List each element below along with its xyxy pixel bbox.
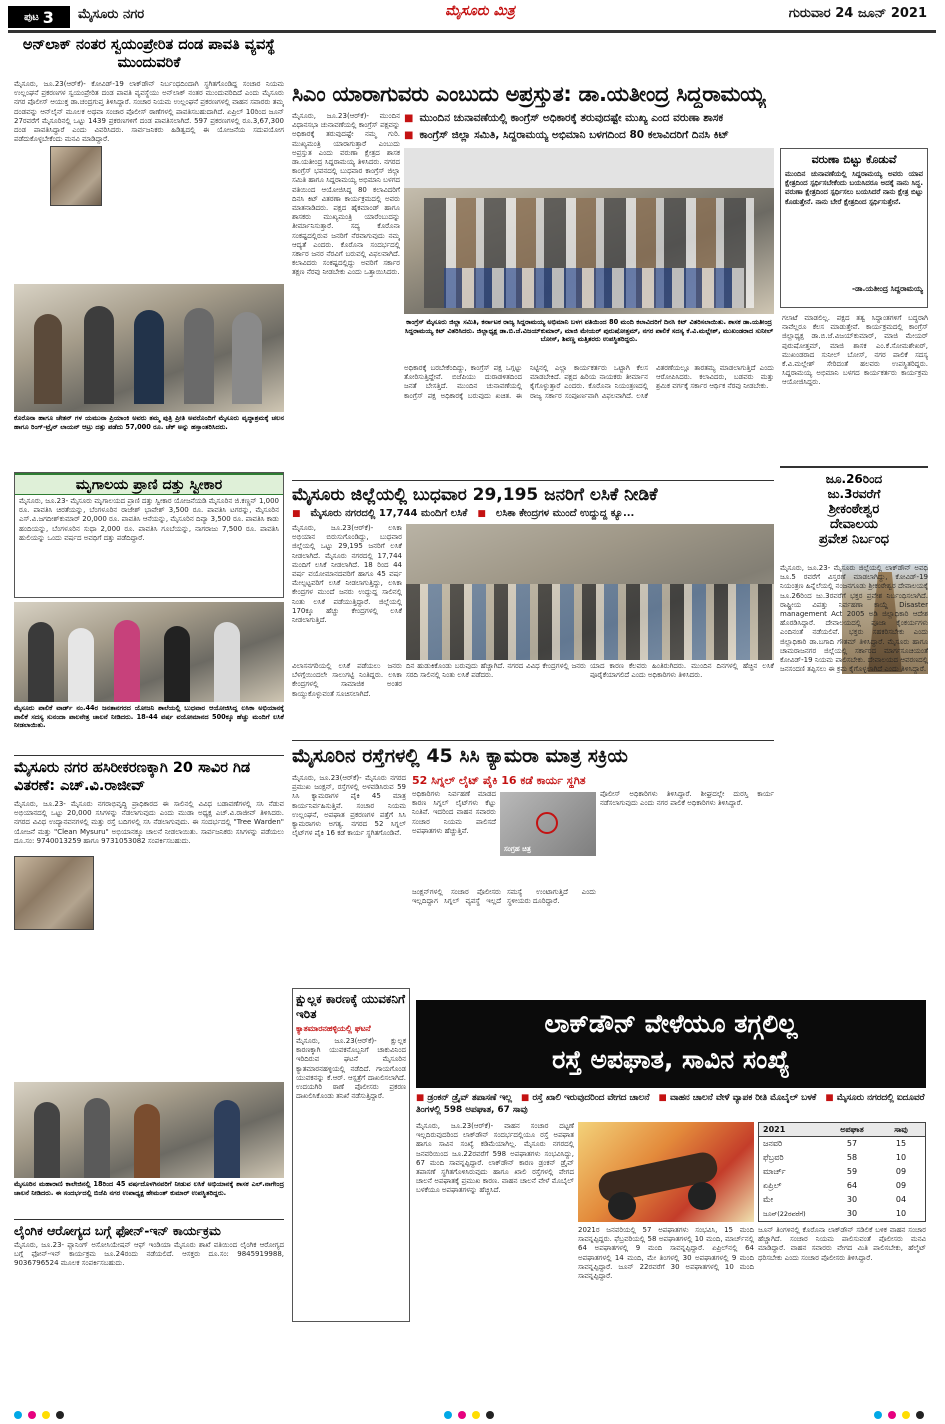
divider — [292, 480, 774, 481]
vaccination-drive-photo — [14, 602, 284, 702]
adoption-photo-caption: ಕೊರೊನಾ ಹಾಗೂ ಚೇತನ್ ಗಳ ಯಮುನಾ ಪ್ರಿಯಾಂಕಿ ಅವರು ತಮ್ಮ ಪುತ್ರಿ ಪ್ರೀತಿ ಅವರೊಂದಿಗೆ ಮೈಸೂರು ವೃದ್ಧಾಶ್ರಮಕ್ಕೆ ಚಲನ ಹಾಗೂ ರಿಂಗ್-ಟ್ರೈನ್ ಲಾಯನ್ ಆಟ್ರು ದತ್ತು ಪಡೆದು 57,000 ರೂ. ಚೆಕ್ ಅನ್ನು ಹಸ್ತಾಂತರಿಸಿದರು. — [14, 414, 284, 431]
table-row: ಏಪ್ರಿಲ್ 64 09 — [763, 1181, 907, 1190]
college-vaccination-photo — [14, 1082, 284, 1178]
vaccine-bullet-2: ಲಸಿಕಾ ಕೇಂದ್ರಗಳ ಮುಂದೆ ಉದ್ದುದ್ದ ಕ್ಯೂ... — [495, 508, 635, 519]
accident-bullet-3: ವಾಹನ ಚಾಲನೆ ವೇಳೆ ವ್ಯಾಪಕ ರೀತಿ ಮೊಬೈಲ್ ಬಳಕೆ — [669, 1093, 817, 1103]
registration-dot — [28, 1411, 36, 1419]
left-column — [14, 36, 284, 1386]
saplings-headline: ಮೈಸೂರು ನಗರ ಹಸಿರೀಕರಣಕ್ಕಾಗಿ 20 ಸಾವಿರ ಗಿಡ ವಿತರಣೆ: ಎಚ್.ವಿ.ರಾಜೀವ್ — [14, 760, 251, 794]
footer-registration-marks — [14, 1404, 930, 1416]
cctv-photo-caption: ಸಂಗ್ರಹ ಚಿತ್ರ — [504, 845, 531, 853]
cctv-body-4: ಪೊಲೀಸ್ ಅಧಿಕಾರಿಗಳು ತಿಳಿಸಿದ್ದಾರೆ. ಶೀಘ್ರದಲ್ಲೇ ದುರಸ್ತಿ ಕಾರ್ಯ ನಡೆಸಲಾಗುವುದು ಎಂದು ನಗರ ಪಾಲಿಕೆ ಅಧಿಕಾರಿಗಳು ತಿಳಿಸಿದ್ದಾರೆ. — [600, 790, 774, 808]
lead-bullets — [404, 112, 924, 142]
lead-group-photo — [404, 148, 774, 314]
registration-dot — [458, 1411, 466, 1419]
registration-dot — [874, 1411, 882, 1419]
bullet-icon: ■ — [292, 508, 301, 519]
accident-bullet-2: ರಸ್ತೆ ಖಾಲಿ ಇರುವುದರಿಂದ ವೇಗದ ಚಾಲನೆ — [532, 1093, 650, 1103]
color-dots-right — [874, 1404, 930, 1416]
registration-dot — [42, 1411, 50, 1419]
bullet-icon: ■ — [658, 1093, 667, 1103]
lead-photo-caption: ಕಾಂಗ್ರೆಸ್ ಮೈಸೂರು ಜಿಲ್ಲಾ ಸಮಿತಿ, ಕರ್ನಾಟಕ ರಾಜ್ಯ ಸಿದ್ದರಾಮಯ್ಯ ಅಭಿಮಾನಿ ಬಳಗ ವತಿಯಿಂದ 80 ಮಂದಿ ಕಲಾವಿದರಿಗೆ ದಿನಸಿ ಕಿಟ್ ವಿತರಿಸಲಾಯಿತು. ಶಾಸಕ ಡಾ.ಯತೀಂದ್ರ ಸಿದ್ದರಾಮಯ್ಯ ಕಿಟ್ ವಿತರಿಸಿದರು. ಜಿಲ್ಲಾಧ್ಯಕ್ಷ ಡಾ.ಬಿ.ಜೆ.ವಿಜಯ್‌ಕುಮಾರ್, ಮಾಜಿ ಮೇಯರ್ ಪುರುಷೋತ್ತಮ್, ನಗರ ಪಾಲಿಕೆ ಸದಸ್ಯ ಕೆ.ವಿ.ಮಲ್ಲೇಶ್, ಮುಖಂಡರಾದ ಸುನೀಲ್ ಬೋಸ್, ಶಿವಣ್ಣ ಮತ್ತಿತರರು ಉಪಸ್ಥಿತರಿದ್ದರು. — [404, 318, 774, 344]
registration-dot — [472, 1411, 480, 1419]
story-unlock-body: ಮೈಸೂರು, ಜೂ.23(ಆರ್‌ಕೆ)- ಕೋವಿಡ್-19 ಲಾಕ್‌ಡೌನ್ ನಿರ್ಬಂಧದಿಂದಾಗಿ ಸ್ಥಗಿತಗೊಂಡಿದ್ದ ಸಂಚಾರ ನಿಯಮ ಉಲ್ಲಂಘನೆ ಪ್ರಕರಣಗಳ ಸ್ವಯಂಪ್ರೇರಿತ ದಂಡ ಪಾವತಿ ವ್ಯವಸ್ಥೆಯು ಅನ್‌ಲಾಕ್ ನಂತರ ಮುಂದುವರಿದಿದೆ ಎಂದು ಮೈಸೂರು ನಗರ ಪೊಲೀಸ್ ಆಯುಕ್ತ ಡಾ.ಚಂದ್ರಗುಪ್ತ ತಿಳಿಸಿದ್ದಾರೆ. ಸಂಚಾರ ನಿಯಮ ಉಲ್ಲಂಘನೆ ಪ್ರಕರಣಗಳಲ್ಲಿ ವಾಹನ ಸವಾರರು ತಮ್ಮ ದಂಡವನ್ನು ಆನ್‌ಲೈನ್ ಮೂಲಕ ಅಥವಾ ಸಂಚಾರ ಪೊಲೀಸ್ ಠಾಣೆಗಳಲ್ಲಿ ಪಾವತಿಸಬಹುದಾಗಿದೆ. ಏಪ್ರಿಲ್ 10ರಿಂದ ಜೂನ್ 27ರವರೆಗೆ ಮೈಸೂರಿನಲ್ಲಿ ಒಟ್ಟು 1439 ಪ್ರಕರಣಗಳಿಗೆ ದಂಡ ಪಾವತಿಸಲಾಗಿದೆ. 597 ಪ್ರಕರಣಗಳಲ್ಲಿ ರೂ.3,67,300 ದಂಡ ಪಾವತಿಸಿದ್ದಾರೆ ಎಂದು ವಿವರಿಸಿದರು. ಸಾರ್ವಜನಿಕರು ಹಿಡಿತ್ವದಲ್ಲಿ ಈ ಯೋಜನೆಯ ಸದುಪಯೋಗ ಪಡೆದುಕೊಳ್ಳಬೇಕೆಂದು ಮನವಿ ಮಾಡಿದ್ದಾರೆ. — [14, 80, 284, 144]
divider — [14, 755, 284, 756]
vaccine-body: ಮೈಸೂರು, ಜೂ.23(ಆರ್‌ಕೆ)- ಲಸಿಕಾ ಅಭಿಯಾನ ಬಿರುಸುಗೊಂಡಿದ್ದು, ಬುಧವಾರ ಜಿಲ್ಲೆಯಲ್ಲಿ ಒಟ್ಟು 29,195 ಜನರಿಗೆ ಲಸಿಕೆ ನೀಡಲಾಗಿದೆ. ಮೈಸೂರು ನಗರದಲ್ಲಿ 17,744 ಮಂದಿಗೆ ಲಸಿಕೆ ನೀಡಲಾಗಿದೆ. 18 ರಿಂದ 44 ವರ್ಷ ವಯೋಮಾನದವರಿಗೆ ಹಾಗೂ 45 ವರ್ಷ ಮೇಲ್ಪಟ್ಟವರಿಗೆ ಲಸಿಕೆ ನೀಡಲಾಗುತ್ತಿದ್ದು, ಲಸಿಕಾ ಕೇಂದ್ರಗಳ ಮುಂದೆ ಜನರು ಉದ್ದುದ್ದ ಸಾಲಿನಲ್ಲಿ ನಿಂತು ಲಸಿಕೆ ಪಡೆಯುತ್ತಿದ್ದಾರೆ. ಜಿಲ್ಲೆಯಲ್ಲಿ 170ಕ್ಕೂ ಹೆಚ್ಚು ಕೇಂದ್ರಗಳಲ್ಲಿ ಲಸಿಕೆ ನೀಡಲಾಗುತ್ತಿದೆ. — [292, 524, 402, 625]
registration-dot — [56, 1411, 64, 1419]
bullet-icon: ■ — [404, 113, 414, 124]
accident-body-3: ಜೂನ್ ತಿಂಗಳಿನಲ್ಲಿ ಕೊರೊನಾ ಲಾಕ್‌ಡೌನ್ ಸಡಿಲಿಕೆ ಬಳಿಕ ವಾಹನ ಸಂಚಾರ ಹೆಚ್ಚಾಗಿದೆ. ಸಂಚಾರ ನಿಯಮ ಪಾಲಿಸುವಂತೆ ಪೊಲೀಸರು ಮನವಿ ಮಾಡಿದ್ದಾರೆ. ವಾಹನ ಸವಾರರು ವೇಗದ ಮಿತಿ ಪಾಲಿಸಬೇಕು, ಹೆಲ್ಮೆಟ್ ಧರಿಸಬೇಕು ಎಂದು ಸಂಚಾರ ಪೊಲೀಸರು ತಿಳಿಸಿದ್ದಾರೆ. — [758, 1226, 926, 1262]
accident-bullets — [416, 1092, 926, 1116]
lead-headline: ಸಿಎಂ ಯಾರಾಗುವರು ಎಂಬುದು ಅಪ್ರಸ್ತುತ: ಡಾ.ಯತೀಂದ್ರ ಸಿದ್ದರಾಮಯ್ಯ — [292, 82, 766, 106]
zoo-story-box — [14, 472, 284, 598]
table-row: ಜೂನ್(22ರವರೆಗೆ) 30 10 — [763, 1209, 907, 1218]
bullet-icon: ■ — [416, 1093, 425, 1103]
accident-body-2: 2021ರ ಜನವರಿಯಲ್ಲಿ 57 ಅಪಘಾತಗಳು ಸಂಭವಿಸಿ, 15 ಮಂದಿ ಸಾವನ್ನಪ್ಪಿದ್ದರು. ಫೆಬ್ರವರಿಯಲ್ಲಿ 58 ಅಪಘಾತಗಳಲ್ಲಿ 10 ಮಂದಿ, ಮಾರ್ಚ್‌ನಲ್ಲಿ 64 ಅಪಘಾತಗಳಲ್ಲಿ 9 ಮಂದಿ ಸಾವನ್ನಪ್ಪಿದ್ದಾರೆ. ಏಪ್ರಿಲ್‌ನಲ್ಲಿ 64 ಅಪಘಾತಗಳಲ್ಲಿ 14 ಮಂದಿ, ಮೇ ತಿಂಗಳಲ್ಲಿ 30 ಅಪಘಾತಗಳಲ್ಲಿ 9 ಮಂದಿ ಸಾವನ್ನಪ್ಪಿದ್ದಾರೆ. ಜೂನ್ 22ರವರೆಗೆ 30 ಅಪಘಾತಗಳಲ್ಲಿ 10 ಮಂದಿ ಸಾವನ್ನಪ್ಪಿದ್ದಾರೆ. — [578, 1226, 754, 1281]
vaccine-body-2: ವಿಲಾಸನಗರಿಯಲ್ಲಿ ಲಸಿಕೆ ಪಡೆಯಲು ಜನರು ಬೆಳಗ್ಗೆಯಿಂದಲೇ ಸಾಲುಗಟ್ಟಿ ನಿಂತಿದ್ದರು. ಲಸಿಕಾ ಕೇಂದ್ರಗಳಲ್ಲಿ ಸಾಮಾಜಿಕ ಅಂತರ ಕಾಯ್ದುಕೊಳ್ಳುವಂತೆ ಸೂಚಿಸಲಾಗಿದೆ. — [292, 662, 402, 698]
cctv-headline: ಮೈಸೂರಿನ ರಸ್ತೆಗಳಲ್ಲಿ 45 ಸಿಸಿ ಕ್ಯಾಮರಾ ಮಾತ್ರ ಸಕ್ರಿಯ — [292, 745, 628, 767]
accident-bullet-1: ಡ್ರಂಕನ್ ಡ್ರೈವ್ ತಪಾಸಣೆ ಇಲ್ಲ — [427, 1093, 512, 1103]
accident-headline-line2: ರಸ್ತೆ ಅಪಘಾತ, ಸಾವಿನ ಸಂಖ್ಯೆ — [552, 1045, 790, 1074]
accident-headline-line1: ಲಾಕ್‌ಡೌನ್ ವೇಳೆಯೂ ತಗ್ಗಲಿಲ್ಲ — [544, 1009, 798, 1038]
divider — [292, 740, 774, 741]
table-header-cell: ಸಾವು — [894, 1125, 908, 1134]
bullet-icon: ■ — [825, 1093, 834, 1103]
registration-dot — [14, 1411, 22, 1419]
phone-in-body: ಮೈಸೂರು, ಜೂ.23- ಪ್ಲಾನಿಂಗ್ ಅಸೋಸಿಯೇಷನ್ ಆಫ್ ಇಂಡಿಯಾ ಮೈಸೂರು ಶಾಖೆ ವತಿಯಿಂದ ಲೈಂಗಿಕ ಆರೋಗ್ಯದ ಬಗ್ಗೆ ಫೋನ್-ಇನ್ ಕಾರ್ಯಕ್ರಮ ಜೂ.24ರಂದು ನಡೆಯಲಿದೆ. ಆಸಕ್ತರು ದೂ.ಸಂ: 9845919988, 9036796524 ಮೂಲಕ ಸಂಪರ್ಕಿಸಬಹುದು. — [14, 1241, 284, 1268]
accident-bullet-4: ಮೈಸೂರು ನಗರದಲ್ಲಿ ಐದೂವರೆ ತಿಂಗಳಲ್ಲಿ 598 ಅಪಘಾತ, 67 ಸಾವು — [416, 1093, 925, 1115]
stabbing-subheadline: ಕ್ಯಾತಮಾರನಹಳ್ಳಿಯಲ್ಲಿ ಘಟನೆ — [296, 1024, 371, 1033]
vaccination-drive-caption: ಮೈಸೂರು ಪಾಲಿಕೆ ವಾರ್ಡ್ ನಂ.44ರ ಜನತಾನಗರದ ಯೋಜನಿ ಶಾಲೆಯಲ್ಲಿ ಬುಧವಾರ ಆಯೋಜಿಸಿದ್ದ ಲಸಿಕಾ ಅಭಿಯಾನಕ್ಕೆ ಪಾಲಿಕೆ ಸದಸ್ಯ ಸುನಂದಾ ಪಾಲನೇತ್ರ ಚಾಲನೆ ನೀಡಿದರು. 18-44 ವರ್ಷ ವಯೋಮಾನದ 500ಕ್ಕೂ ಹೆಚ್ಚು ಮಂದಿಗೆ ಲಸಿಕೆ ನೀಡಲಾಯಿತು. — [14, 704, 284, 730]
lead-body-2: ಅಧಿಕಾರಕ್ಕೆ ಬರಬೇಕೆಂದಿದ್ದು, ಕಾಂಗ್ರೆಸ್ ಪಕ್ಷ ಒಗ್ಗಟ್ಟು ತೋರಿಸುತ್ತಿದ್ದೇವೆ. ಬಿಜೆಪಿಯು ದುರಾಡಳಿತದಿಂದ ಜನತೆ ಬೇಸತ್ತಿದೆ. ಮುಂದಿನ ಚುನಾವಣೆಯಲ್ಲಿ ಕಾಂಗ್ರೆಸ್ ಪಕ್ಷ ಅಧಿಕಾರಕ್ಕೆ ಬರುವುದು ಖಚಿತ. ಈ ನಿಟ್ಟಿನಲ್ಲಿ ಎಲ್ಲಾ ಕಾರ್ಯಕರ್ತರು ಒಟ್ಟಾಗಿ ಕೆಲಸ ಮಾಡಬೇಕಿದೆ. ಪಕ್ಷದ ಹಿರಿಯ ನಾಯಕರು ತೀರ್ಮಾನ ಕೈಗೊಳ್ಳುತ್ತಾರೆ ಎಂದರು. ಕೊರೊನಾ ನಿಯಂತ್ರಣದಲ್ಲಿ ರಾಜ್ಯ ಸರ್ಕಾರ ಸಂಪೂರ್ಣವಾಗಿ ವಿಫಲವಾಗಿದೆ. ಲಸಿಕೆ ವಿತರಣೆಯಲ್ಲೂ ತಾರತಮ್ಯ ಮಾಡಲಾಗುತ್ತಿದೆ ಎಂದು ಆರೋಪಿಸಿದರು. ಕಲಾವಿದರು, ಬಡವರು ಮತ್ತು ಶ್ರಮಿಕ ವರ್ಗಕ್ಕೆ ಸರ್ಕಾರ ಆರ್ಥಿಕ ನೆರವು ನೀಡಬೇಕು. — [404, 364, 774, 400]
zoo-story-body: ಮೈಸೂರು, ಜೂ.23- ಮೈಸೂರು ಮೃಗಾಲಯದ ಪ್ರಾಣಿ ದತ್ತು ಸ್ವೀಕಾರ ಯೋಜನೆಯಡಿ ಮೈಸೂರಿನ ಜಿ.ಕಣ್ಣನ್ 1,000 ರೂ. ಪಾವತಿಸಿ ಚಿರತೆಯನ್ನು, ಬೆಂಗಳೂರಿನ ರಾಜೇಶ್ ಭಾವೇಶ್ 3,500 ರೂ. ಪಾವತಿಸಿ ಟಗರನ್ನು, ಮೈಸೂರಿನ ಎಸ್.ವಿ.ಜಗದೀಶ್‌ಕುಮಾರ್ 20,000 ರೂ. ಪಾವತಿಸಿ ಆನೆಯನ್ನು, ಮೈಸೂರಿನ ದಿವ್ಯಾ 3,500 ರೂ. ಪಾವತಿಸಿ ಕಾಡು ಹಂದಿಯನ್ನು, ಬೆಂಗಳೂರಿನ ಸುಧಾ 2,000 ರೂ. ಪಾವತಿಸಿ ಗೂಬೆಯನ್ನು, ನಾಗರಾಜು 7,500 ರೂ. ಪಾವತಿಸಿ ಹುಲಿಯನ್ನು ಒಂದು ವರ್ಷದ ಅವಧಿಗೆ ದತ್ತು ಪಡೆದಿದ್ದಾರೆ. — [19, 497, 279, 542]
registration-dot — [888, 1411, 896, 1419]
table-header — [759, 1123, 925, 1137]
police-commissioner-photo — [50, 146, 102, 206]
cctv-subheadline: 52 ಸಿಗ್ನಲ್ ಲೈಟ್ ಪೈಕಿ 16 ಕಡೆ ಕಾರ್ಯ ಸ್ಥಗಿತ — [412, 774, 586, 787]
college-vaccination-caption: ಮೈಸೂರಿನ ಮಹಾರಾಣಿ ಕಾಲೇಜಿನಲ್ಲಿ 18ರಿಂದ 45 ವರ್ಷದೊಳಗಿನವರಿಗೆ ನೀಡುವ ಲಸಿಕೆ ಅಭಿಯಾನಕ್ಕೆ ಶಾಸಕ ಎಲ್.ನಾಗೇಂದ್ರ ಚಾಲನೆ ನೀಡಿದರು. ಈ ಸಂದರ್ಭದಲ್ಲಿ ಬಿಜೆಪಿ ನಗರ ಉಪಾಧ್ಯಕ್ಷ ಹೇಮಂತ್ ಕುಮಾರ್ ಉಪಸ್ಥಿತರಿದ್ದರು. — [14, 1180, 284, 1197]
stabbing-headline: ಕ್ಷುಲ್ಲಕ ಕಾರಣಕ್ಕೆ ಯುವಕನಿಗೆ ಇರಿತ — [296, 992, 405, 1021]
section-name: ಮೈಸೂರು ನಗರ — [78, 7, 145, 22]
color-dots-left — [14, 1404, 70, 1416]
temple-box — [780, 466, 928, 796]
saplings-body: ಮೈಸೂರು, ಜೂ.23- ಮೈಸೂರು ನಗರಾಭಿವೃದ್ಧಿ ಪ್ರಾಧಿಕಾರದ ಈ ಸಾಲಿನಲ್ಲಿ ವಿವಿಧ ಬಡಾವಣೆಗಳಲ್ಲಿ ಸಸಿ ನೆಡುವ ಅಭಿಯಾನದಲ್ಲಿ ಒಟ್ಟು 20,000 ಸಸಿಗಳನ್ನು ನೆಡಲಾಗುವುದು ಎಂದು ಮುಡಾ ಅಧ್ಯಕ್ಷ ಎಚ್.ವಿ.ರಾಜೀವ್ ತಿಳಿಸಿದರು. ನಗರದ ವಿವಿಧ ಉದ್ಯಾನವನಗಳಲ್ಲಿ ಮತ್ತು ರಸ್ತೆ ಬದಿಗಳಲ್ಲಿ ಸಸಿ ನೆಡಲಾಗುವುದು. ಈ ಸಂದರ್ಭದಲ್ಲಿ "Tree Warden" ಯೋಜನೆ ಮತ್ತು "Clean Mysuru" ಅಭಿಯಾನಕ್ಕೂ ಚಾಲನೆ ನೀಡಲಾಯಿತು. ಸಾರ್ವಜನಿಕರು ಸಸಿಗಳನ್ನು ಪಡೆಯಲು ದೂ.ಸಂ: 9740013259 ಹಾಗೂ 9731053082 ಸಂಪರ್ಕಿಸಬಹುದು. — [14, 800, 284, 845]
table-header-cell: ಅಪಘಾತ — [840, 1125, 864, 1134]
stabbing-body: ಮೈಸೂರು, ಜೂ.23(ಆರ್‌ಕೆ)- ಕ್ಷುಲ್ಲಕ ಕಾರಣಕ್ಕಾಗಿ ಯುವಕನೊಬ್ಬನಿಗೆ ಚಾಕುವಿನಿಂದ ಇರಿದಿರುವ ಘಟನೆ ಮೈಸೂರಿನ ಕ್ಯಾತಮಾರನಹಳ್ಳಿಯಲ್ಲಿ ನಡೆದಿದೆ. ಗಾಯಗೊಂಡ ಯುವಕನನ್ನು ಕೆ.ಆರ್. ಆಸ್ಪತ್ರೆಗೆ ದಾಖಲಿಸಲಾಗಿದೆ. ಉದಯಗಿರಿ ಠಾಣೆ ಪೊಲೀಸರು ಪ್ರಕರಣ ದಾಖಲಿಸಿಕೊಂಡು ತನಿಖೆ ನಡೆಸುತ್ತಿದ್ದಾರೆ. — [296, 1037, 406, 1101]
vaccine-bullets — [292, 508, 774, 519]
cctv-body-3: ಜಂಕ್ಷನ್‌ಗಳಲ್ಲಿ ಸಂಚಾರ ಪೊಲೀಸರು ಇಲ್ಲದಿದ್ದಾಗ ಸಿಗ್ನಲ್ ವ್ಯವಸ್ಥೆ ಇಲ್ಲದೆ ಸಮಸ್ಯೆ ಉಂಟಾಗುತ್ತಿದೆ ಎಂದು ಸ್ಥಳೀಯರು ದೂರಿದ್ದಾರೆ. — [412, 888, 596, 906]
lead-body: ಮೈಸೂರು, ಜೂ.23(ಆರ್‌ಕೆ)- ಮುಂದಿನ ವಿಧಾನಸಭಾ ಚುನಾವಣೆಯಲ್ಲಿ ಕಾಂಗ್ರೆಸ್ ಪಕ್ಷವನ್ನು ಅಧಿಕಾರಕ್ಕೆ ತರುವುದಷ್ಟೇ ನಮ್ಮ ಗುರಿ. ಮುಖ್ಯಮಂತ್ರಿ ಯಾರಾಗುತ್ತಾರೆ ಎಂಬುದು ಅಪ್ರಸ್ತುತ ಎಂದು ವರುಣಾ ಕ್ಷೇತ್ರದ ಶಾಸಕ ಡಾ.ಯತೀಂದ್ರ ಸಿದ್ದರಾಮಯ್ಯ ತಿಳಿಸಿದರು. ನಗರದ ಕಾಂಗ್ರೆಸ್ ಭವನದಲ್ಲಿ ಬುಧವಾರ ಕಾಂಗ್ರೆಸ್ ಜಿಲ್ಲಾ ಸಮಿತಿ ಹಾಗೂ ಸಿದ್ದರಾಮಯ್ಯ ಅಭಿಮಾನಿ ಬಳಗದ ವತಿಯಿಂದ ಆಯೋಜಿಸಿದ್ದ 80 ಕಲಾವಿದರಿಗೆ ದಿನಸಿ ಕಿಟ್ ವಿತರಣಾ ಕಾರ್ಯಕ್ರಮದಲ್ಲಿ ಅವರು ಮಾತನಾಡಿದರು. ಪಕ್ಷದ ಹೈಕಮಾಂಡ್ ಹಾಗೂ ಶಾಸಕರು ಮುಖ್ಯಮಂತ್ರಿ ಯಾರೆಂಬುದನ್ನು ತೀರ್ಮಾನಿಸುತ್ತಾರೆ. ಸದ್ಯ ಕೊರೊನಾ ಸಂಕಷ್ಟದಲ್ಲಿರುವ ಜನರಿಗೆ ನೆರವಾಗುವುದು ನಮ್ಮ ಆದ್ಯತೆ ಎಂದರು. ಕೊರೊನಾ ಸಂದರ್ಭದಲ್ಲಿ ಸರ್ಕಾರ ಜನರ ನೆರವಿಗೆ ಬರುವಲ್ಲಿ ವಿಫಲವಾಗಿದೆ. ಕಲಾವಿದರು ಸಂಕಷ್ಟದಲ್ಲಿದ್ದು ಅವರಿಗೆ ಸರ್ಕಾರ ತಕ್ಷಣ ನೆರವು ನೀಡಬೇಕು ಎಂದು ಒತ್ತಾಯಿಸಿದರು. — [292, 112, 400, 277]
bullet-icon: ■ — [521, 1093, 530, 1103]
accident-body: ಮೈಸೂರು, ಜೂ.23(ಆರ್‌ಕೆ)- ವಾಹನ ಸಂಚಾರ ದಟ್ಟಣೆ ಇಲ್ಲದಿರುವುದರಿಂದ ಲಾಕ್‌ಡೌನ್ ಸಂದರ್ಭದಲ್ಲಿಯೂ ರಸ್ತೆ ಅಪಘಾತ ಹಾಗೂ ಸಾವಿನ ಸಂಖ್ಯೆ ಕಡಿಮೆಯಾಗಿಲ್ಲ. ಮೈಸೂರು ನಗರದಲ್ಲಿ ಜನವರಿಯಿಂದ ಜೂ.22ರವರೆಗೆ 598 ಅಪಘಾತಗಳು ಸಂಭವಿಸಿದ್ದು, 67 ಮಂದಿ ಸಾವನ್ನಪ್ಪಿದ್ದಾರೆ. ಲಾಕ್‌ಡೌನ್ ಕಾರಣ ಡ್ರಂಕನ್ ಡ್ರೈವ್ ತಪಾಸಣೆ ಸ್ಥಗಿತಗೊಳಿಸಿರುವುದು ಹಾಗೂ ಖಾಲಿ ರಸ್ತೆಗಳಲ್ಲಿ ವೇಗದ ಚಾಲನೆ ಅಪಘಾತಕ್ಕೆ ಪ್ರಮುಖ ಕಾರಣ. ವಾಹನ ಚಾಲನೆ ವೇಳೆ ಮೊಬೈಲ್ ಬಳಕೆಯೂ ಅಪಘಾತಗಳನ್ನು ಹೆಚ್ಚಿಸಿದೆ. — [416, 1122, 574, 1195]
registration-dot — [916, 1411, 924, 1419]
right-continuation-body: ಗಲಾಟೆ ಮಾಡಲಿಲ್ಲ. ಪಕ್ಷದ ತತ್ವ ಸಿದ್ಧಾಂತಗಳಿಗೆ ಬದ್ಧರಾಗಿ ನಾವೆಲ್ಲರೂ ಕೆಲಸ ಮಾಡುತ್ತೇವೆ. ಕಾರ್ಯಕ್ರಮದಲ್ಲಿ ಕಾಂಗ್ರೆಸ್ ಜಿಲ್ಲಾಧ್ಯಕ್ಷ ಡಾ.ಬಿ.ಜೆ.ವಿಜಯ್‌ಕುಮಾರ್, ಮಾಜಿ ಮೇಯರ್ ಪುರುಷೋತ್ತಮ್, ಮಾಜಿ ಶಾಸಕ ಎಂ.ಕೆ.ಸೋಮಶೇಖರ್, ಮುಖಂಡರಾದ ಸುನೀಲ್ ಬೋಸ್, ನಗರ ಪಾಲಿಕೆ ಸದಸ್ಯ ಕೆ.ವಿ.ಮಲ್ಲೇಶ್ ಸೇರಿದಂತೆ ಹಲವರು ಉಪಸ್ಥಿತರಿದ್ದರು. ಸಿದ್ದರಾಮಯ್ಯ ಅಭಿಮಾನಿ ಬಳಗದ ಕಾರ್ಯಕರ್ತರು ಕಾರ್ಯಕ್ರಮ ಆಯೋಜಿಸಿದ್ದರು. — [782, 314, 928, 387]
varuna-quote-by: -ಡಾ.ಯತೀಂದ್ರ ಸಿದ್ದರಾಮಯ್ಯ — [852, 284, 923, 293]
varuna-body: ಮುಂದಿನ ಚುನಾವಣೆಯಲ್ಲಿ ಸಿದ್ದರಾಮಯ್ಯ ಅವರು ಯಾವ ಕ್ಷೇತ್ರದಿಂದ ಸ್ಪರ್ಧಿಸಬೇಕೆಂದು ಬಯಸಿದರೂ ಅದಕ್ಕೆ ನಾನು ಸಿದ್ಧ. ವರುಣಾ ಕ್ಷೇತ್ರದಿಂದ ಸ್ಪರ್ಧಿಸಲು ಬಯಸಿದರೆ ನಾನು ಕ್ಷೇತ್ರ ಬಿಟ್ಟು ಕೊಡುತ್ತೇನೆ. ನಾನು ಬೇರೆ ಕ್ಷೇತ್ರದಿಂದ ಸ್ಪರ್ಧಿಸುತ್ತೇನೆ. — [785, 170, 923, 206]
table-header-cell: 2021 — [763, 1125, 786, 1134]
divider — [14, 1219, 284, 1220]
page-number: 3 — [42, 7, 54, 27]
vaccine-bullet-1: ಮೈಸೂರು ನಗರದಲ್ಲಿ 17,744 ಮಂದಿಗೆ ಲಸಿಕೆ — [310, 508, 468, 519]
table-row: ಮೇ 30 04 — [763, 1195, 907, 1204]
bullet-icon: ■ — [477, 508, 486, 519]
paper-name: ಮೈಸೂರು ಮಿತ್ರ — [445, 3, 515, 19]
phone-in-headline: ಲೈಂಗಿಕ ಆರೋಗ್ಯದ ಬಗ್ಗೆ ಫೋನ್-ಇನ್ ಕಾರ್ಯಕ್ರಮ — [14, 1223, 221, 1238]
bullet-icon: ■ — [404, 130, 414, 141]
zoo-story-headline: ಮೃಗಾಲಯ ಪ್ರಾಣಿ ದತ್ತು ಸ್ವೀಕಾರ — [15, 473, 283, 495]
accident-banner — [416, 1000, 926, 1088]
table-row: ಫೆಬ್ರವರಿ 58 10 — [763, 1153, 907, 1162]
registration-dot — [902, 1411, 910, 1419]
cctv-body-2: ಅಧಿಕಾರಿಗಳು ನಿರ್ವಹಣೆ ಮಾಡದ ಕಾರಣ ಸಿಗ್ನಲ್ ಲೈಟ್‌ಗಳು ಕೆಟ್ಟು ನಿಂತಿವೆ. ಇದರಿಂದ ವಾಹನ ಸವಾರರು ಸಂಚಾರ ನಿಯಮ ಪಾಲಿಸದೆ ಅಪಘಾತಗಳು ಹೆಚ್ಚುತ್ತಿವೆ. — [412, 790, 496, 835]
vaccine-queue-photo — [406, 524, 774, 660]
registration-dot — [486, 1411, 494, 1419]
varuna-headline: ವರುಣಾ ಬಿಟ್ಟು ಕೊಡುವೆ — [811, 153, 897, 166]
vaccine-body-3: ದಿನ ಹುಡುಕಿಕೊಂಡು ಬರುವುದು ಹೆಚ್ಚಾಗಿದೆ. ನಗರದ ವಿವಿಧ ಕೇಂದ್ರಗಳಲ್ಲಿ ಜನರು ಸರದಿ ಸಾಲಿನಲ್ಲಿ ನಿಂತು ಲಸಿಕೆ ಪಡೆದರು. — [406, 662, 586, 680]
issue-date: ಗುರುವಾರ 24 ಜೂನ್ 2021 — [788, 6, 927, 21]
signal-photo — [500, 792, 596, 856]
accident-table — [758, 1122, 926, 1222]
lead-bullet-1: ಮುಂದಿನ ಚುನಾವಣೆಯಲ್ಲಿ ಕಾಂಗ್ರೆಸ್ ಅಧಿಕಾರಕ್ಕೆ ತರುವುದಷ್ಟೇ ಮುಖ್ಯ ಎಂದ ವರುಣಾ ಶಾಸಕ — [419, 112, 724, 124]
color-dots-center — [444, 1404, 500, 1416]
stabbing-box — [292, 988, 410, 1322]
story-unlock-headline: ಅನ್‌ಲಾಕ್ ನಂತರ ಸ್ವಯಂಪ್ರೇರಿತ ದಂಡ ಪಾವತಿ ವ್ಯವಸ್ಥೆ ಮುಂದುವರಿಕೆ — [22, 37, 276, 71]
cctv-body: ಮೈಸೂರು, ಜೂ.23(ಆರ್‌ಕೆ)- ಮೈಸೂರು ನಗರದ ಪ್ರಮುಖ ಜಂಕ್ಷನ್, ರಸ್ತೆಗಳಲ್ಲಿ ಅಳವಡಿಸಿರುವ 59 ಸಿಸಿ ಕ್ಯಾಮರಾಗಳ ಪೈಕಿ 45 ಮಾತ್ರ ಕಾರ್ಯನಿರ್ವಹಿಸುತ್ತಿವೆ. ಸಂಚಾರ ನಿಯಮ ಉಲ್ಲಂಘನೆ, ಅಪಘಾತ ಪ್ರಕರಣಗಳ ಪತ್ತೆಗೆ ಸಿಸಿ ಕ್ಯಾಮರಾಗಳು ಅಗತ್ಯ. ನಗರದ 52 ಸಿಗ್ನಲ್ ಲೈಟ್‌ಗಳ ಪೈಕಿ 16 ಕಡೆ ಕಾರ್ಯ ಸ್ಥಗಿತಗೊಂಡಿವೆ. — [292, 774, 406, 838]
page-label: ಪುಟ — [24, 11, 39, 23]
vaccine-body-4: ಯಾದ ಕಾರಣ ಕೆಲವರು ಹಿಂತಿರುಗಿದರು. ಮುಂದಿನ ದಿನಗಳಲ್ಲಿ ಹೆಚ್ಚಿನ ಲಸಿಕೆ ಪೂರೈಕೆಯಾಗಲಿದೆ ಎಂದು ಅಧಿಕಾರಿಗಳು ತಿಳಿಸಿದರು. — [590, 662, 774, 680]
rajeev-photo — [14, 856, 94, 930]
masthead-rule — [8, 30, 936, 33]
vaccine-headline: ಮೈಸೂರು ಜಿಲ್ಲೆಯಲ್ಲಿ ಬುಧವಾರ 29,195 ಜನರಿಗೆ ಲಸಿಕೆ ನೀಡಿಕೆ — [292, 485, 658, 505]
table-row: ಮಾರ್ಚ್ 59 09 — [763, 1167, 907, 1176]
adoption-photo — [14, 284, 284, 412]
varuna-box — [780, 148, 928, 308]
accident-illustration — [578, 1122, 754, 1222]
temple-body: ಮೈಸೂರು, ಜೂ.23- ಮೈಸೂರು ಜಿಲ್ಲೆಯಲ್ಲಿ ಲಾಕ್‌ಡೌನ್ ಅವಧಿ ಜೂ.5 ರವರೆಗೆ ವಿಸ್ತರಣೆ ಮಾಡಲಾಗಿದ್ದು, ಕೋವಿಡ್-19 ನಿಯಂತ್ರಣ ಹಿನ್ನೆಲೆಯಲ್ಲಿ ನಂಜನಗೂಡು ಶ್ರೀಕಂಠೇಶ್ವರ ದೇವಾಲಯಕ್ಕೆ ಜೂ.26ರಿಂದ ಜು.3ರವರೆಗೆ ಭಕ್ತರ ಪ್ರವೇಶ ನಿರ್ಬಂಧಿಸಲಾಗಿದೆ. ರಾಷ್ಟ್ರೀಯ ವಿಪತ್ತು ನಿರ್ವಹಣಾ ಕಾಯ್ದೆ Disaster management Act 2005 ಅಡಿ ಜಿಲ್ಲಾಧಿಕಾರಿ ಆದೇಶ ಹೊರಡಿಸಿದ್ದಾರೆ. ದೇವಾಲಯದಲ್ಲಿ ಪೂಜಾ ಕೈಂಕರ್ಯಗಳು ಎಂದಿನಂತೆ ನಡೆಯಲಿವೆ. ಭಕ್ತರು ಸಹಕರಿಸಬೇಕು ಎಂದು ಜಿಲ್ಲಾಧಿಕಾರಿ ಡಾ.ಬಗಾದಿ ಗೌತಮ್ ತಿಳಿಸಿದ್ದಾರೆ. ಮೈಸೂರು ಹಾಗೂ ಚಾಮರಾಜನಗರ ಜಿಲ್ಲೆಯಲ್ಲಿ ಸರ್ಕಾರದ ಮಾರ್ಗಸೂಚಿಯಂತೆ ಕೋವಿಡ್-19 ನಿಯಮ ಪಾಲಿಸಬೇಕು. ದೇವಾಲಯದ ಆವರಣದಲ್ಲಿ ಜನಸಂದಣಿ ತಪ್ಪಿಸಲು ಈ ಕ್ರಮ ಕೈಗೊಳ್ಳಲಾಗಿದೆ ಎಂದು ತಿಳಿಸಿದ್ದಾರೆ. — [780, 564, 928, 674]
page-number-badge — [8, 6, 70, 28]
signal-marker-icon — [536, 812, 558, 834]
table-row: ಜನವರಿ 57 15 — [763, 1139, 907, 1148]
lead-bullet-2: ಕಾಂಗ್ರೆಸ್ ಜಿಲ್ಲಾ ಸಮಿತಿ, ಸಿದ್ದರಾಮಯ್ಯ ಅಭಿಮಾನಿ ಬಳಗದಿಂದ 80 ಕಲಾವಿದರಿಗೆ ದಿನಸಿ ಕಿಟ್ — [419, 129, 729, 141]
temple-headline: ಜೂ.26ರಿಂದ ಜು.3ರವರೆಗೆ ಶ್ರೀಕಂಠೇಶ್ವರ ದೇವಾಲಯ ಪ್ರವೇಶ ನಿರ್ಬಂಧ — [818, 472, 890, 547]
registration-dot — [444, 1411, 452, 1419]
